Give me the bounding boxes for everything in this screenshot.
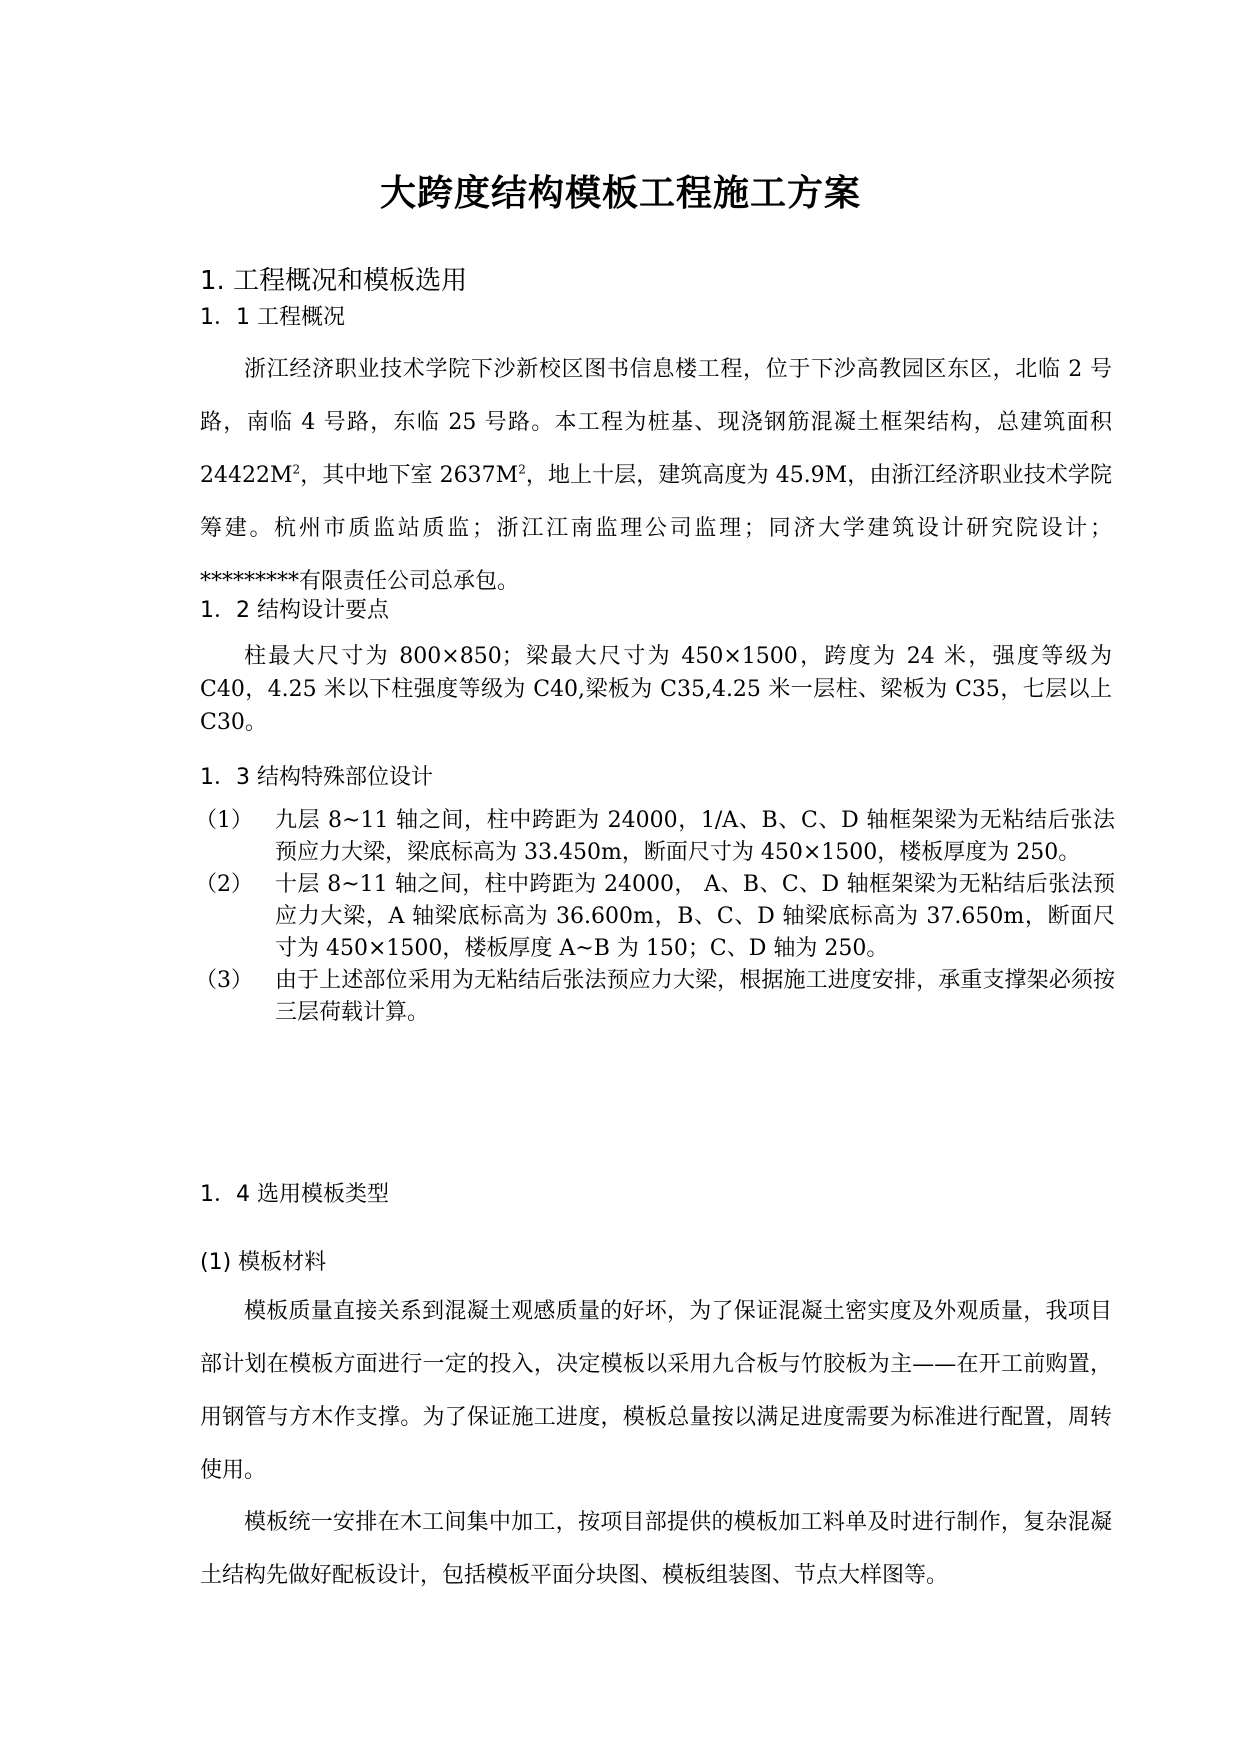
section-1-1-paragraph: 浙江经济职业技术学院下沙新校区图书信息楼工程，位于下沙高教园区东区，北临 2 号路，南临 4 号路，东临 25 号路。本工程为桩基、现浇钢筋混凝土框架结构，总建筑面积 $24422M^2$，其中地下室 $2637M^2$，地上十层，建筑高度为 45.9M，由浙江经济职业技术学院筹建。杭州市质监站质监；浙江江南监理公司监理；同济大学建筑设计研究院设计；*********有限责任公司总承包。 (200, 357, 1112, 594)
section-1-4-paragraph-1: 模板质量直接关系到混凝土观感质量的好坏，为了保证混凝土密实度及外观质量，我项目部计划在模板方面进行一定的投入，决定模板以采用九合板与竹胶板为主——在开工前购置，用钢管与方木作支撑。为了保证施工进度，模板总量按以满足进度需要为标准进行配置，周转使用。 (200, 1299, 1112, 1483)
section-1-3-list (195, 805, 1115, 1029)
section-1-1-heading: 1．1 工程概况 (200, 305, 345, 330)
section-1-2-paragraph: 柱最大尺寸为 800×850；梁最大尺寸为 450×1500，跨度为 24 米，强度等级为 C40，4.25 米以下柱强度等级为 C40,梁板为 C35,4.25 米一层柱、梁板为 C35，七层以上 C30。 (200, 644, 1112, 735)
document-title: 大跨度结构模板工程施工方案 (379, 173, 861, 214)
section-1-2-heading: 1．2 结构设计要点 (200, 598, 389, 623)
section-1-4-heading: 1．4 选用模板类型 (200, 1182, 389, 1207)
subheading-formwork-material: (1) 模板材料 (200, 1250, 327, 1275)
list-item: （1） 九层 8~11 轴之间，柱中跨距为 24000，1/A、B、C、D 轴框架梁为无粘结后张法预应力大梁，梁底标高为 33.450m，断面尺寸为 450×1500，楼板厚度为 250。 (195, 808, 1115, 865)
list-item: （2） 十层 8~11 轴之间，柱中跨距为 24000， A、B、C、D 轴框架梁为无粘结后张法预应力大梁，A 轴梁底标高为 36.600m，B、C、D 轴梁底标高为 37.650m，断面尺寸为 450×1500，楼板厚度 A~B 为 150；C、D 轴为 250。 (195, 872, 1115, 961)
list-item: （3） 由于上述部位采用为无粘结后张法预应力大梁，根据施工进度安排，承重支撑架必须按三层荷载计算。 (195, 968, 1115, 1025)
section-1-heading: 1. 工程概况和模板选用 (200, 266, 468, 296)
section-1-3-heading: 1．3 结构特殊部位设计 (200, 765, 433, 790)
section-1-4-paragraph-2: 模板统一安排在木工间集中加工，按项目部提供的模板加工料单及时进行制作，复杂混凝土结构先做好配板设计，包括模板平面分块图、模板组装图、节点大样图等。 (200, 1510, 1112, 1588)
